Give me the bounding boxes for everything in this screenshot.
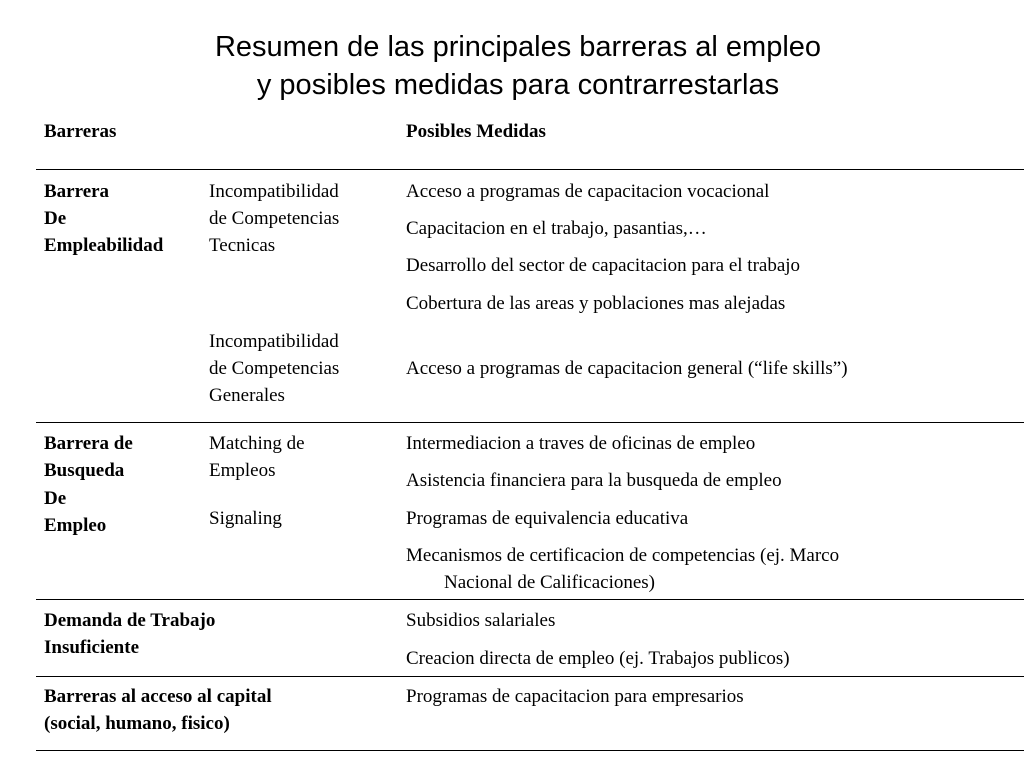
title-line-2: y posibles medidas para contrarrestarlas — [256, 69, 780, 101]
title-line-1: Resumen de las principales barreras al empleo — [214, 31, 822, 63]
medida-item: Programas de capacitacion para empresarios — [406, 686, 744, 707]
barrera-label-line: Demanda de Trabajo — [44, 610, 216, 631]
barrera-label-line: De — [44, 488, 67, 509]
table-rule-header — [36, 169, 1024, 170]
barrera-label-line: Barrera — [44, 181, 110, 202]
medida-item: Acceso a programas de capacitacion general (“life skills”) — [406, 358, 848, 379]
barrera-label-line: Empleabilidad — [44, 235, 164, 256]
sub-barrera-line: de Competencias — [209, 208, 340, 229]
barrera-label-line: Empleo — [44, 515, 107, 536]
sub-barrera-line: Empleos — [209, 460, 276, 481]
barrera-label-line: (social, humano, fisico) — [44, 713, 230, 734]
medida-item: Acceso a programas de capacitacion vocacional — [406, 181, 770, 202]
sub-barrera-line: Signaling — [209, 508, 282, 529]
medida-item-continuation: Nacional de Calificaciones) — [444, 572, 656, 593]
barrera-label-line: Barrera de — [44, 433, 133, 454]
barrera-label-line: Busqueda — [44, 460, 125, 481]
table-rule — [36, 422, 1024, 423]
medida-item: Asistencia financiera para la busqueda de empleo — [406, 470, 782, 491]
sub-barrera-line: de Competencias — [209, 358, 340, 379]
sub-barrera-line: Generales — [209, 385, 285, 406]
barrera-label-line: De — [44, 208, 67, 229]
header-posibles-medidas: Posibles Medidas — [406, 121, 546, 142]
medida-item: Intermediacion a traves de oficinas de empleo — [406, 433, 756, 454]
table-rule — [36, 599, 1024, 600]
medida-item: Subsidios salariales — [406, 610, 556, 631]
medida-item: Creacion directa de empleo (ej. Trabajos publicos) — [406, 648, 790, 669]
sub-barrera-line: Incompatibilidad — [209, 181, 339, 202]
slide-title — [0, 28, 1024, 104]
medida-item: Mecanismos de certificacion de competencias (ej. Marco — [406, 545, 840, 566]
sub-barrera-line: Tecnicas — [209, 235, 276, 256]
table-rule — [36, 676, 1024, 677]
medida-item: Capacitacion en el trabajo, pasantias,… — [406, 218, 707, 239]
medida-item: Desarrollo del sector de capacitacion para el trabajo — [406, 255, 801, 276]
barrera-label-line: Insuficiente — [44, 637, 139, 658]
barrera-label-line: Barreras al acceso al capital — [44, 686, 272, 707]
sub-barrera-line: Matching de — [209, 433, 305, 454]
table-rule-bottom — [36, 750, 1024, 751]
sub-barrera-line: Incompatibilidad — [209, 331, 339, 352]
medida-item: Programas de equivalencia educativa — [406, 508, 689, 529]
header-barreras: Barreras — [44, 121, 117, 142]
medida-item: Cobertura de las areas y poblaciones mas alejadas — [406, 293, 786, 314]
